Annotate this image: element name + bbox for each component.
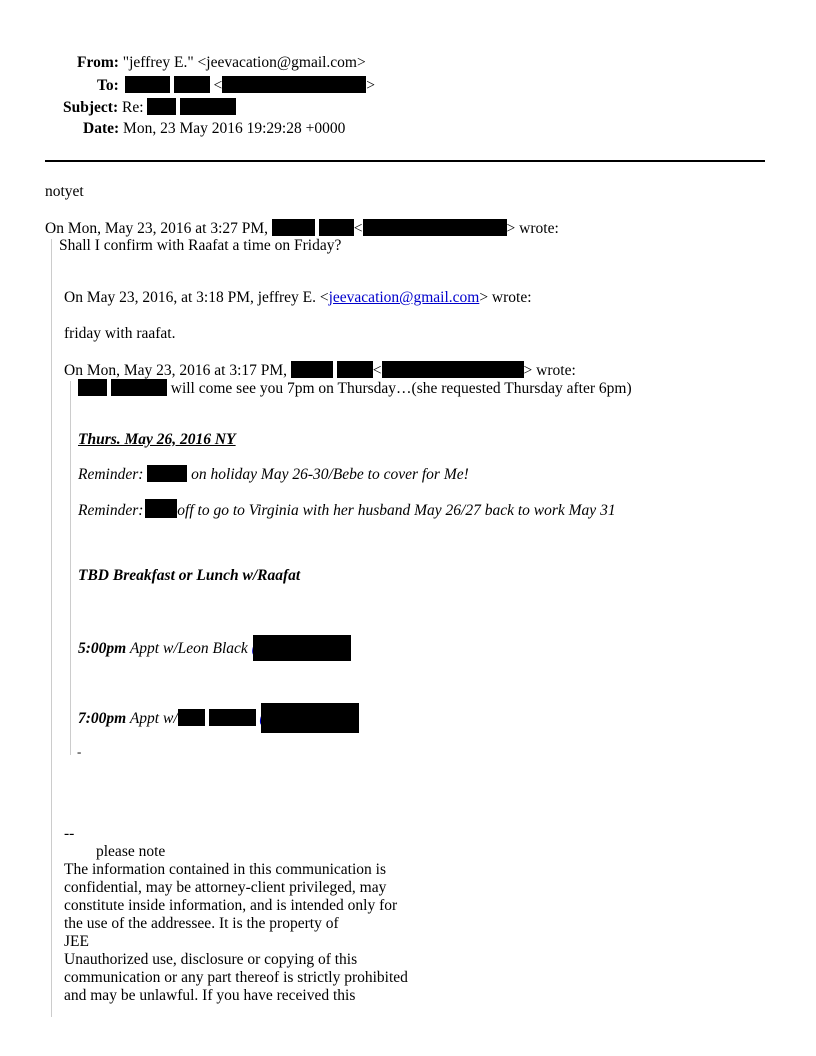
email-link[interactable]: jeevacation@gmail.com	[328, 289, 480, 306]
quote1-suffix: > wrote:	[506, 220, 559, 237]
to-row	[97, 76, 375, 95]
redaction-block	[272, 219, 315, 236]
date-label: Date:	[83, 120, 120, 137]
signature-line: Unauthorized use, disclosure or copying of this	[64, 951, 358, 968]
redaction-block	[337, 361, 373, 378]
tbd-item: TBD Breakfast or Lunch w/Raafat	[78, 567, 301, 584]
redaction-block	[145, 499, 177, 518]
quote2-prefix: On May 23, 2016, at 3:18 PM, jeffrey E. <	[64, 289, 329, 306]
quote2-suffix: > wrote:	[479, 289, 532, 306]
reminder1-label: Reminder:	[78, 466, 144, 483]
signature-line: confidential, may be attorney-client privileged, may	[64, 879, 387, 896]
quote1-text: Shall I confirm with Raafat a time on Friday?	[59, 237, 342, 254]
redaction-block	[209, 709, 256, 726]
to-lt: <	[213, 77, 223, 94]
redaction-block	[147, 98, 176, 115]
header-divider	[45, 160, 765, 162]
signature-line: constitute inside information, and is intended only for	[64, 897, 398, 914]
to-label: To:	[97, 77, 119, 94]
redaction-block	[319, 219, 354, 236]
redaction-block	[363, 219, 507, 236]
date-value: Mon, 23 May 2016 19:29:28 +0000	[123, 120, 346, 137]
quote3-prefix: On Mon, May 23, 2016 at 3:17 PM,	[64, 362, 288, 379]
signature-line: JEE	[64, 933, 89, 950]
reminder2	[78, 499, 616, 520]
redaction-block	[180, 98, 236, 115]
quote1-attribution	[45, 219, 559, 238]
signature-line: and may be unlawful. If you have received this	[64, 987, 356, 1004]
reminder2-text: off to go to Virginia with her husband May 26/27 back to work May 31	[177, 502, 616, 519]
quote3-suffix: > wrote:	[523, 362, 576, 379]
appt2-text: Appt w/	[129, 710, 178, 727]
quote3-text: will come see you 7pm on Thursday…(she requested Thursday after 6pm)	[170, 380, 632, 397]
date-row	[83, 120, 345, 138]
quote3-lt: <	[372, 362, 382, 379]
appt2-time: 7:00pm	[78, 710, 127, 727]
redaction-block	[174, 76, 210, 93]
quote1-lt: <	[353, 220, 363, 237]
signature-separator: --	[64, 825, 75, 842]
redaction-block	[125, 76, 170, 93]
from-row	[77, 54, 366, 72]
quote3-text-row	[78, 379, 632, 398]
redaction-block	[222, 76, 366, 93]
appt1-time: 5:00pm	[78, 640, 127, 657]
quote3-attribution	[64, 361, 576, 380]
schedule-date: Thurs. May 26, 2016 NY	[78, 431, 236, 448]
signature-note: please note	[96, 843, 166, 860]
redaction-block	[111, 379, 167, 396]
reminder1-text: on holiday May 26-30/Bebe to cover for Me!	[191, 466, 469, 483]
quote2-text: friday with raafat.	[64, 325, 176, 342]
subject-label: Subject:	[63, 99, 119, 116]
to-gt: >	[366, 77, 375, 94]
redaction-block	[291, 361, 333, 378]
redaction-block	[178, 709, 205, 726]
reminder2-label: Reminder:	[78, 502, 144, 519]
redaction-block	[382, 361, 524, 378]
dash-mark: -	[77, 744, 82, 759]
redaction-block	[261, 703, 359, 733]
quote-bar-level2	[70, 381, 71, 755]
subject-row	[63, 98, 236, 117]
quote2-attribution	[64, 289, 532, 307]
signature-line: the use of the addressee. It is the property of	[64, 915, 339, 932]
redaction-block	[147, 465, 187, 482]
redaction-block	[253, 635, 351, 661]
appt2	[78, 703, 359, 733]
appt1	[78, 635, 351, 661]
redaction-block	[78, 379, 107, 396]
reminder1	[78, 465, 469, 484]
quote1-prefix: On Mon, May 23, 2016 at 3:27 PM,	[45, 220, 269, 237]
appt1-text: Appt w/Leon Black	[129, 640, 248, 657]
reply-text: notyet	[45, 183, 84, 200]
quote-bar-level1	[51, 239, 52, 1017]
signature-line: communication or any part thereof is strictly prohibited	[64, 969, 408, 986]
signature-line: The information contained in this communication is	[64, 861, 386, 878]
from-value: "jeffrey E." <jeevacation@gmail.com>	[122, 54, 366, 71]
subject-value: Re:	[121, 99, 144, 116]
from-label: From:	[77, 54, 119, 71]
